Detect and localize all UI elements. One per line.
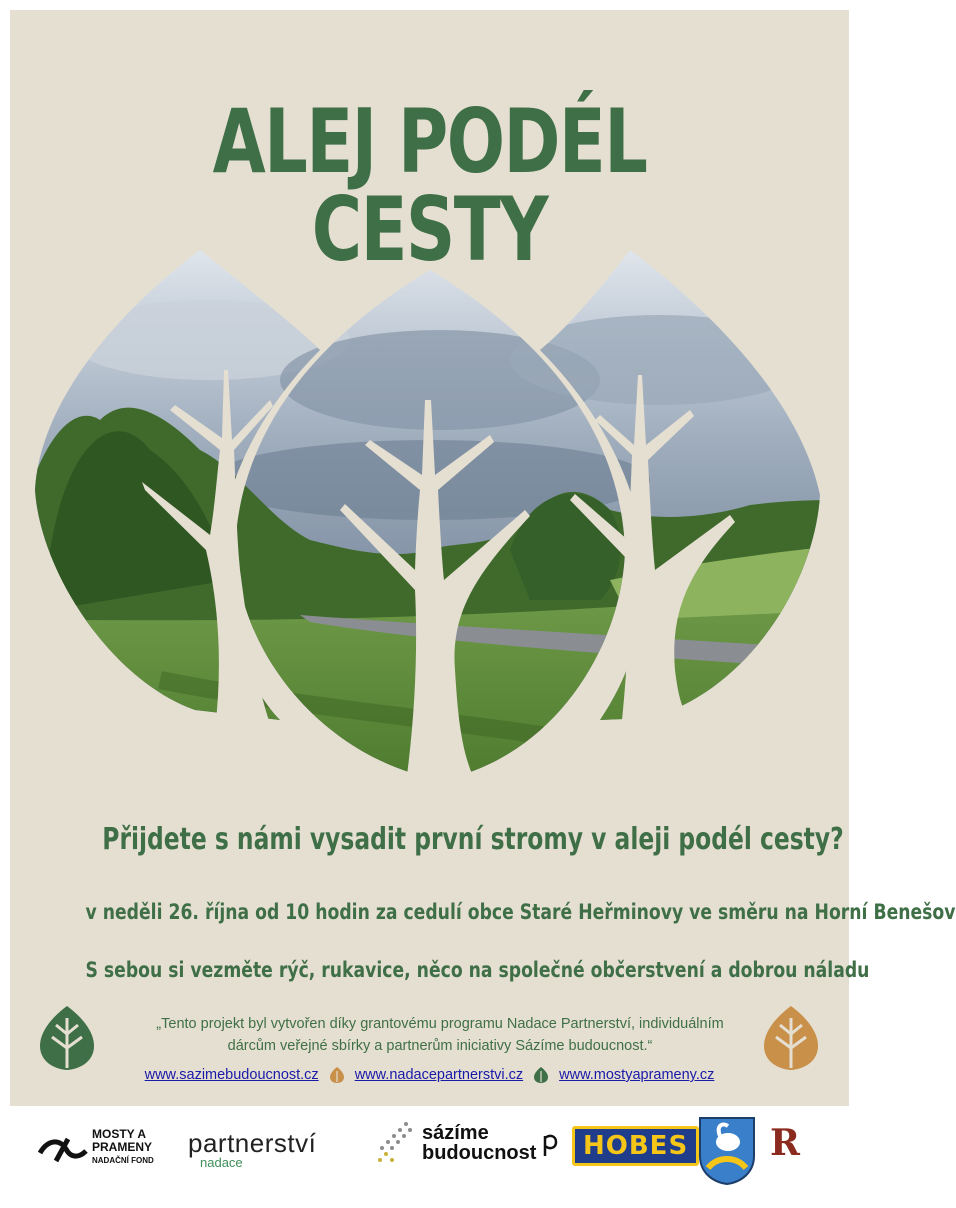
road-r-text: R <box>770 1122 800 1164</box>
link-nadacepartnerstvi[interactable]: www.nadacepartnerstvi.cz <box>354 1067 524 1083</box>
mosty-line-3: NADAČNÍ FOND <box>92 1156 154 1165</box>
grant-quote <box>110 1013 770 1057</box>
partnerstvi-logo <box>188 1128 316 1170</box>
quote-line-2: dárcům veřejné sbírky a partnerům iniciativy Sázíme budoucnost.“ <box>227 1038 653 1054</box>
link-mostyaprameny[interactable]: www.mostyaprameny.cz <box>559 1067 715 1083</box>
quote-line-1: „Tento projekt byl vytvořen díky grantovému programu Nadace Partnerství, individuálním <box>156 1016 724 1032</box>
partnerstvi-name: partnerství <box>188 1128 317 1158</box>
mosty-logo <box>38 1128 154 1167</box>
hobes-logo <box>572 1126 699 1166</box>
sponsors-bar <box>0 1106 859 1208</box>
mosty-line-2: PRAMENY <box>92 1140 153 1154</box>
sazime-line-2: budoucnost <box>422 1142 537 1164</box>
coat-of-arms-icon <box>698 1116 756 1186</box>
mosty-line-1: MOSTY A <box>92 1127 147 1141</box>
road-logo <box>770 1124 800 1162</box>
partnerstvi-sub: nadace <box>200 1155 243 1170</box>
hero-leaves-photo <box>10 250 849 790</box>
orange-leaf-icon <box>762 1004 820 1072</box>
sazime-logo <box>376 1120 558 1166</box>
mosty-mark-icon <box>38 1131 88 1165</box>
headline: Přijdete s námi vysadit první stromy v aleji podél cesty? <box>102 822 844 857</box>
link-sazimebudoucnost[interactable]: www.sazimebudoucnost.cz <box>144 1067 319 1083</box>
bring-items: S sebou si vezměte rýč, rukavice, něco na společné občerstvení a dobrou náladu <box>85 958 870 982</box>
poster <box>10 10 956 1106</box>
small-orange-leaf-icon <box>329 1066 345 1084</box>
poster-title: ALEJ PODÉL CESTY <box>212 90 647 281</box>
sazime-dots-icon <box>376 1120 416 1166</box>
sazime-p-icon <box>542 1128 558 1158</box>
hobes-text: HOBES <box>572 1126 699 1166</box>
green-leaf-icon <box>38 1004 96 1072</box>
small-green-leaf-icon <box>533 1066 549 1084</box>
links-row <box>10 1066 849 1084</box>
sazime-line-1: sázíme <box>422 1122 489 1144</box>
event-details: v neděli 26. října od 10 hodin za cedulí obce Staré Heřminovy ve směru na Horní Benešov <box>85 900 956 924</box>
